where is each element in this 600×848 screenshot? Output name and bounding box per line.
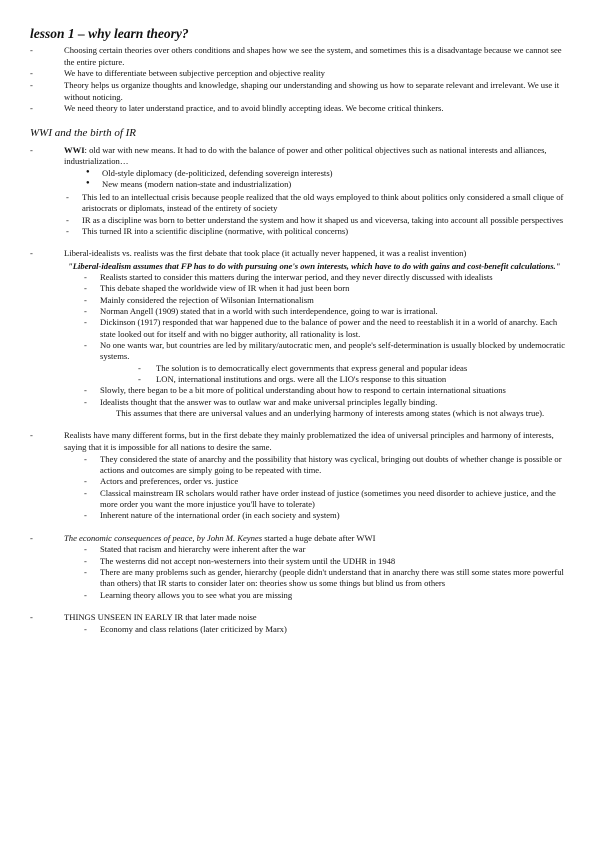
list-item: - LON, international institutions and orgs. were all the LIO's response to this situation: [138, 374, 570, 385]
list-item: - The solution is to democratically elect governments that express general and popular ideas: [138, 363, 570, 374]
list-item: - This turned IR into a scientific discipline (normative, with political concerns): [66, 226, 570, 237]
list-item: - This debate shaped the worldwide view of IR when it had just been born: [84, 283, 570, 294]
liberal-continuation: This assumes that there are universal values and an underlying harmony of interests among states (which is not always true).: [116, 408, 545, 418]
list-item: - Norman Angell (1909) stated that in a world with such interdependence, going to war is irrational.: [84, 306, 570, 317]
list-item: - There are many problems such as gender, hierarchy (people didn't understand that in anarchy there was still some states more powerful than others) that IR starts to consider later on: theories show us some things but blind us from others: [84, 567, 570, 590]
list-item: - We need theory to later understand practice, and to avoid blindly accepting ideas. We become critical thinkers.: [30, 103, 570, 114]
list-item: ● New means (modern nation-state and industrialization): [86, 179, 570, 190]
list-item: [30, 145, 570, 168]
list-item: - Economy and class relations (later criticized by Marx): [84, 624, 570, 635]
list-item: - Actors and preferences, order vs. justice: [84, 476, 570, 487]
wwi-sublist: [66, 192, 570, 237]
realists-items: [30, 454, 570, 522]
list-item: - Liberal-idealists vs. realists was the first debate that took place (it actually never happened, it was a realist invention): [30, 248, 570, 259]
unseen-list: [30, 612, 570, 623]
list-item: [30, 533, 570, 544]
wwi-list: [30, 145, 570, 168]
list-item: - Stated that racism and hierarchy were inherent after the war: [84, 544, 570, 555]
list-item: - Dickinson (1917) responded that war happened due to the balance of power and the need to reestablish it in a world of anarchy. Each state looked out for itself and with no bigger authority, all rationality is lost.: [84, 317, 570, 340]
realists-list: [30, 430, 570, 453]
list-item: - Choosing certain theories over others conditions and shapes how we see the system, and sometimes this is a disadvantage because we cannot see the entire picture.: [30, 45, 570, 68]
list-item: - They considered the state of anarchy and the possibility that history was cyclical, bringing out doubts of whether change is possible or actions and outcomes are simply going to be repeated with time.: [84, 454, 570, 477]
unseen-items: [30, 624, 570, 635]
section-heading: WWI and the birth of IR: [30, 126, 137, 139]
list-item: - Learning theory allows you to see what you are missing: [84, 590, 570, 601]
wwi-text: : old war with new means. It had to do with the balance of power and other political objectives such as national interests and alliances, industrialization…: [64, 144, 547, 167]
list-item: ● Old-style diplomacy (de-politicized, defending sovereign interests): [86, 168, 570, 179]
list-item: - The westerns did not accept non-westerners into their system until the UDHR in 1948: [84, 556, 570, 567]
list-item: - Idealists thought that the answer was to outlaw war and make universal principles legally binding.: [84, 397, 570, 408]
liberal-list: [30, 248, 570, 259]
list-item: - Theory helps us organize thoughts and knowledge, shaping our understanding and showing us how to separate relevant and irrelevant. We use it without noticing.: [30, 80, 570, 103]
liberal-items-2: [30, 385, 570, 408]
liberal-items: [30, 272, 570, 363]
liberal-quote: "Liberal-idealism assumes that FP has to do with pursuing one's own interests, which have to do with gains and cost-benefit calculations.": [68, 260, 561, 271]
list-item: - Mainly considered the rejection of Wilsonian Internationalism: [84, 295, 570, 306]
keynes-list: [30, 533, 570, 544]
list-item: - Classical mainstream IR scholars would rather have order instead of justice (sometimes you need disorder to achieve justice, and the more order you want the more injustice you'll have to tolerate): [84, 488, 570, 511]
intro-list: [30, 45, 570, 115]
list-item: - We have to differentiate between subjective perception and objective reality: [30, 68, 570, 79]
list-item: - IR as a discipline was born to better understand the system and how it shaped us and viceversa, taking into account all possible perspectives: [66, 215, 570, 226]
page-title: lesson 1 – why learn theory?: [30, 26, 189, 41]
keynes-rest: started a huge debate after WWI: [262, 532, 376, 543]
list-item: - THINGS UNSEEN IN EARLY IR that later made noise: [30, 612, 570, 623]
liberal-subitems: [100, 363, 570, 386]
keynes-book-title: The economic consequences of peace, by John M. Keynes: [64, 532, 263, 543]
list-item: - Slowly, there began to be a bit more of political understanding about how to respond to certain international situations: [84, 385, 570, 396]
keynes-items: [30, 544, 570, 601]
list-item: - No one wants war, but countries are led by military/autocratic men, and people's self-determination is usually blocked by undemocratic systems.: [84, 340, 570, 363]
wwi-bullets: [30, 168, 570, 191]
list-item: - Realists have many different forms, but in the first debate they mainly problematized the idea of universal principles and harmony of interests, saying that it is impossible for all nations to desire the same.: [30, 430, 570, 453]
wwi-label: WWI: [64, 144, 85, 155]
list-item: - Inherent nature of the international order (in each society and system): [84, 510, 570, 521]
list-item: - Realists started to consider this matters during the interwar period, and they never directly discussed with idealists: [84, 272, 570, 283]
list-item: - This led to an intellectual crisis because people realized that the old ways employed to think about politics only considered a small clique of aristocrats or diplomats, instead of the entirety of society: [66, 192, 570, 215]
